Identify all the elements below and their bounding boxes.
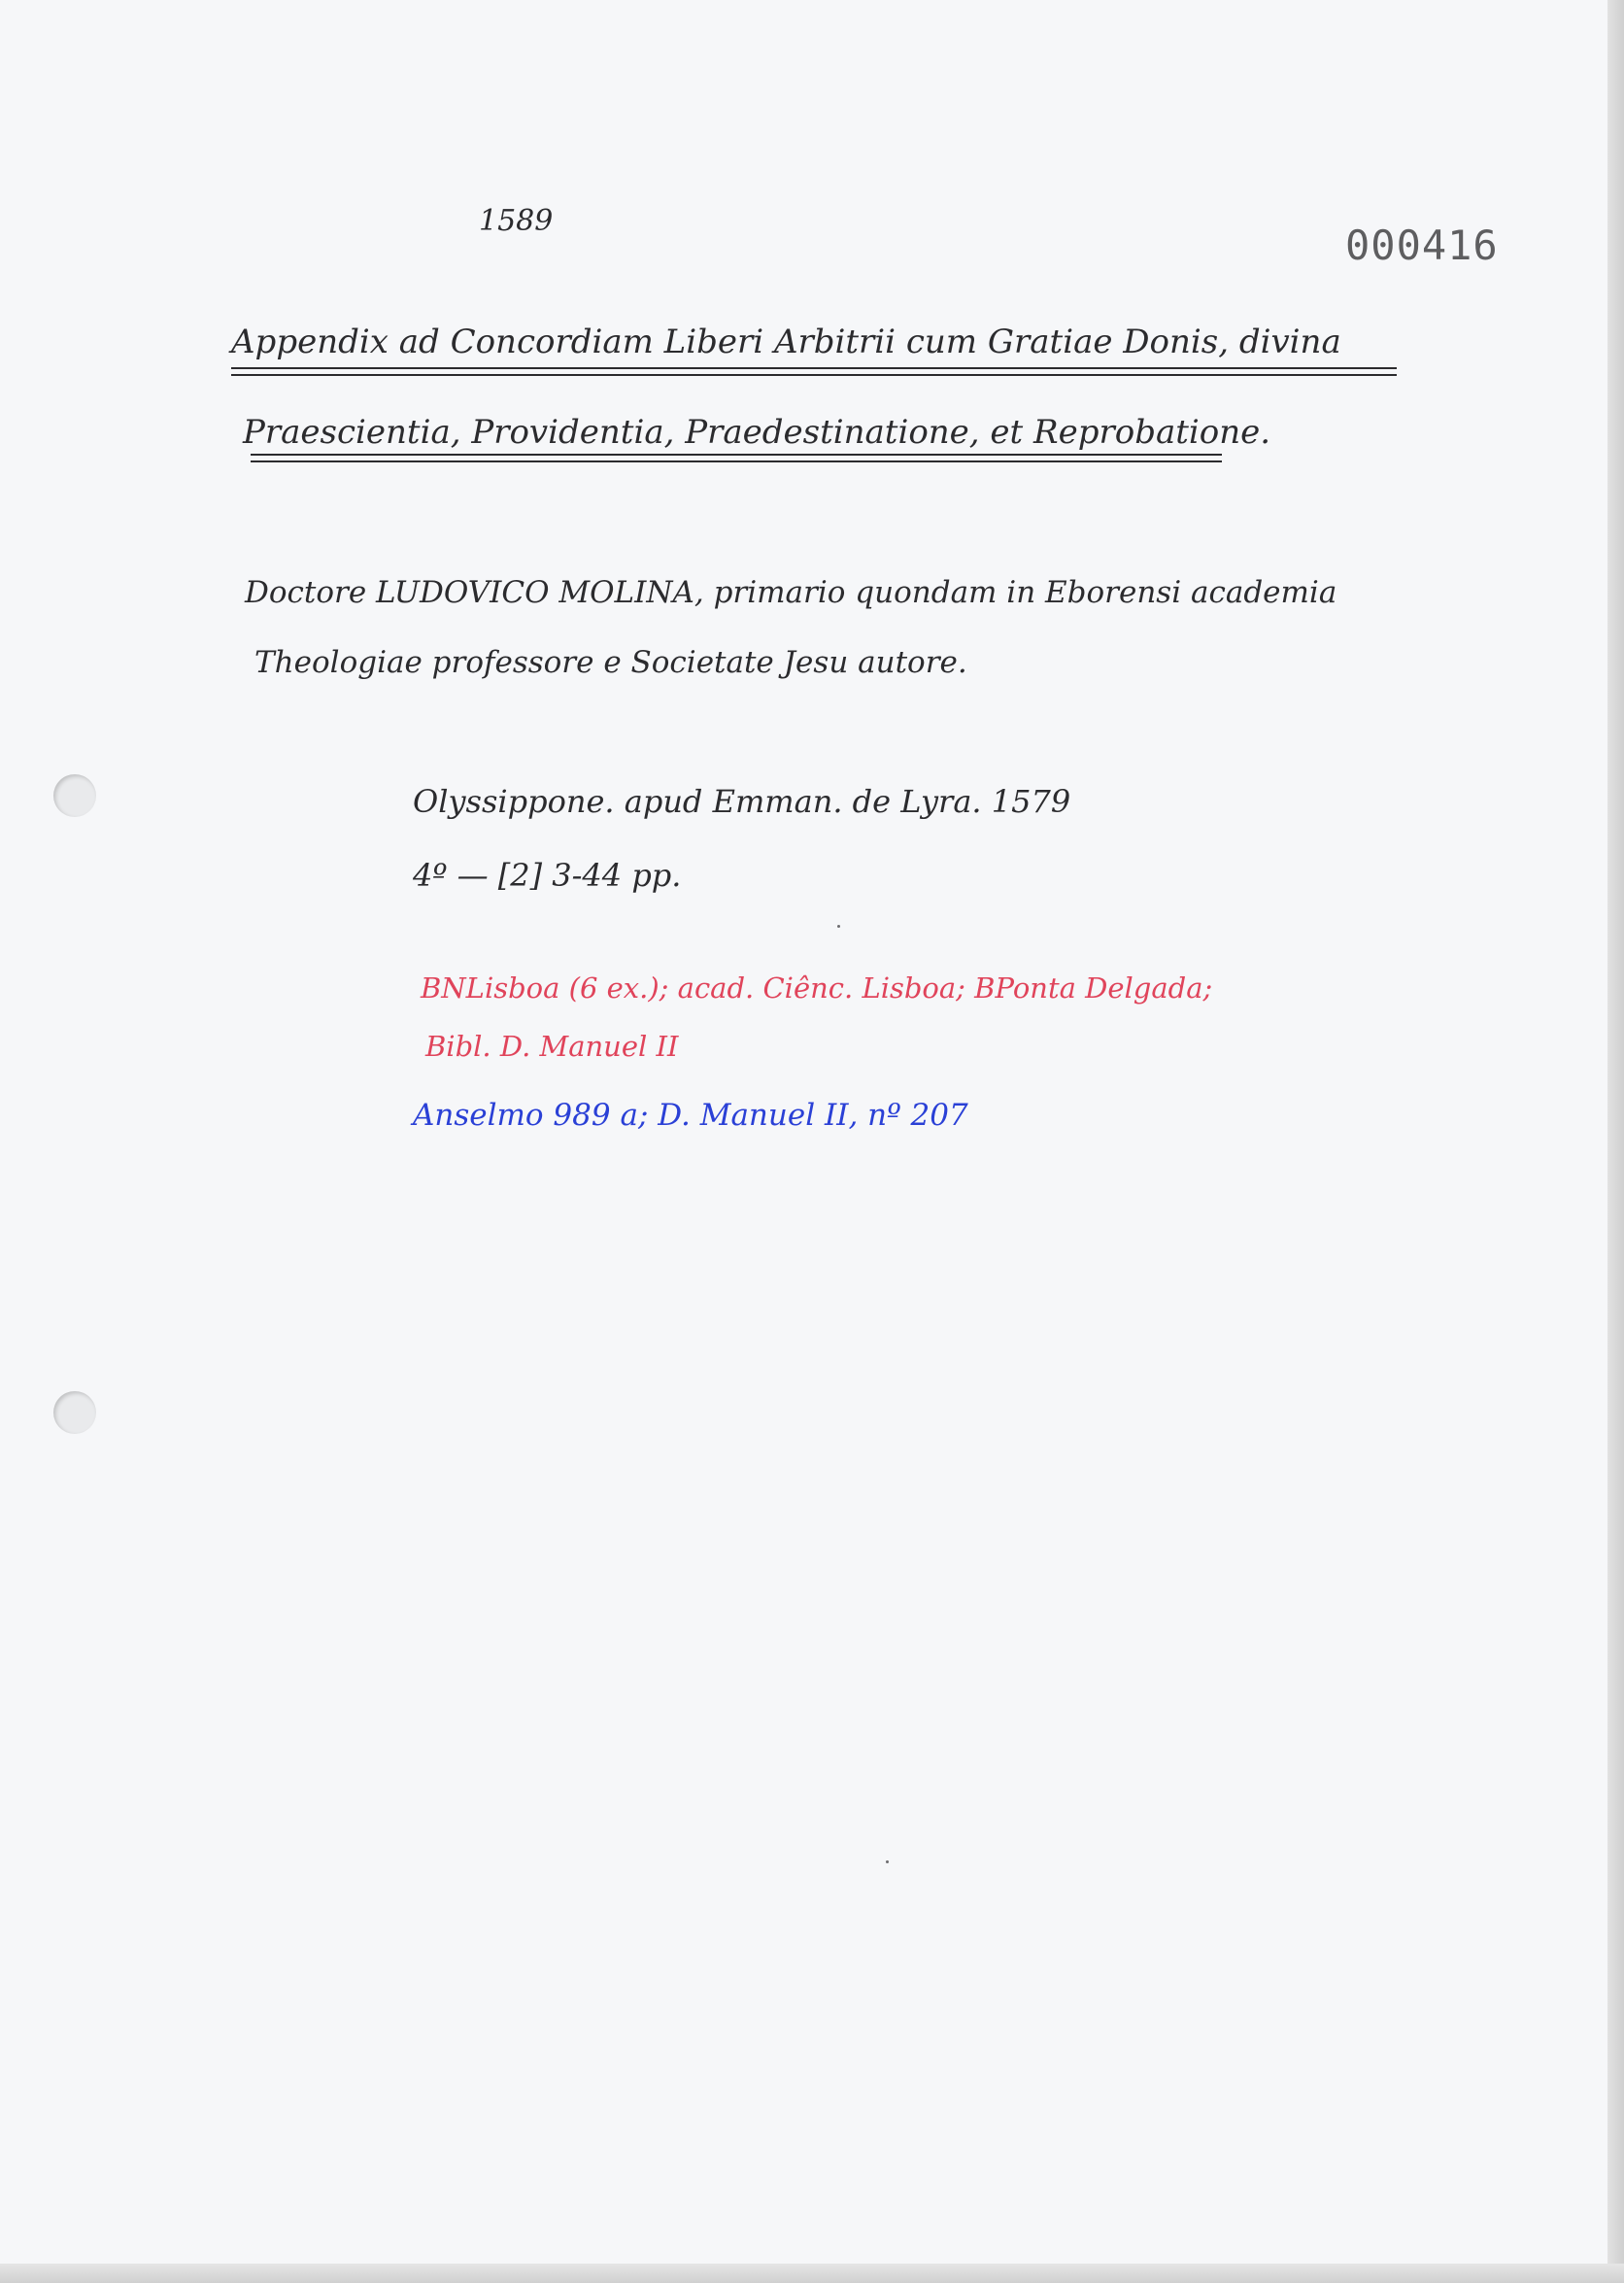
holdings-line-2: Bibl. D. Manuel II xyxy=(425,1030,679,1063)
author-line-1: Doctore LUDOVICO MOLINA, primario quondam in Eborensi academia xyxy=(245,575,1337,610)
title-underline-2a xyxy=(251,454,1222,456)
page-edge-bottom xyxy=(0,2264,1624,2283)
holdings-line-1: BNLisboa (6 ex.); acad. Ciênc. Lisboa; BPonta Delgada; xyxy=(421,971,1213,1005)
bibliographic-references: Anselmo 989 a; D. Manuel II, nº 207 xyxy=(413,1098,968,1133)
record-number-stamp: 000416 xyxy=(1345,221,1499,269)
title-line-1: Appendix ad Concordiam Liberi Arbitrii cum Gratiae Donis, divina xyxy=(231,323,1341,361)
punch-hole-bottom xyxy=(53,1391,96,1434)
paper-speck xyxy=(837,925,840,928)
title-underline-2b xyxy=(251,460,1222,462)
title-line-2: Praescientia, Providentia, Praedestinatione, et Reprobatione. xyxy=(243,413,1271,452)
format-pagination: 4º — [2] 3-44 pp. xyxy=(413,857,682,894)
publication-year: 1589 xyxy=(479,204,554,238)
title-underline-1a xyxy=(231,367,1397,369)
page-edge-right xyxy=(1607,0,1624,2283)
punch-hole-top xyxy=(53,774,96,817)
title-underline-1b xyxy=(231,374,1397,376)
imprint-line: Olyssippone. apud Emman. de Lyra. 1579 xyxy=(413,783,1071,820)
paper-speck xyxy=(886,1860,889,1863)
author-line-2: Theologiae professore e Societate Jesu autore. xyxy=(254,645,967,680)
